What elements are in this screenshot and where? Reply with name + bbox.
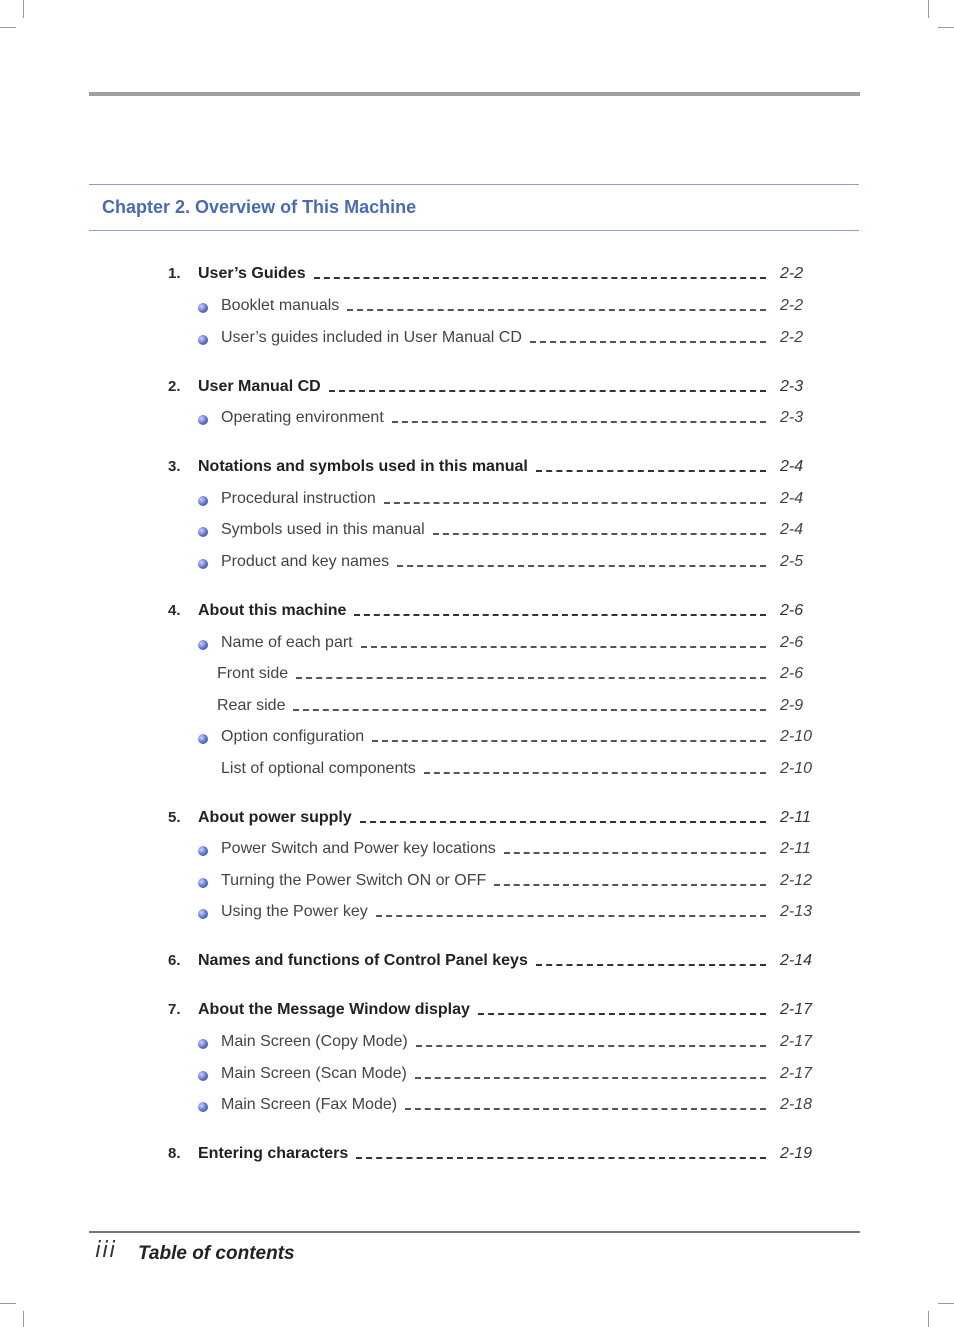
bullet-icon — [198, 1071, 208, 1081]
toc-entry-label: Operating environment — [221, 409, 390, 427]
footer-rule — [89, 1231, 860, 1233]
toc-entry-page: 2-3 — [780, 409, 804, 426]
toc-entry-page: 2-11 — [780, 809, 811, 826]
toc-entry-page: 2-17 — [780, 1033, 813, 1050]
crop-mark — [938, 1303, 954, 1304]
toc-entry[interactable] — [0, 297, 954, 319]
toc-entry-page: 2-9 — [780, 697, 804, 714]
dot-leader — [361, 646, 766, 648]
toc-entry-page: 2-14 — [780, 952, 813, 969]
toc-entry[interactable] — [0, 903, 954, 925]
crop-mark — [0, 27, 16, 28]
toc-entry-page: 2-19 — [780, 1145, 813, 1162]
crop-mark — [928, 1311, 929, 1327]
toc-entry[interactable] — [0, 329, 954, 351]
toc-entry-label: Booklet manuals — [221, 297, 345, 315]
toc-entry-label: Using the Power key — [221, 903, 374, 921]
toc-entry-label: Turning the Power Switch ON or OFF — [221, 872, 492, 890]
toc-entry-number: 7. — [168, 1001, 181, 1018]
toc-entry-label: Notations and symbols used in this manual — [198, 458, 534, 476]
bullet-icon — [198, 527, 208, 537]
toc-entry-label: Option configuration — [221, 728, 370, 746]
dot-leader — [392, 421, 766, 423]
toc-entry[interactable] — [0, 760, 954, 782]
toc-entry-label: About the Message Window display — [198, 1001, 476, 1019]
toc-entry-number: 6. — [168, 952, 181, 969]
dot-leader — [296, 677, 766, 679]
toc-entry-number: 5. — [168, 809, 181, 826]
toc-entry[interactable] — [0, 1096, 954, 1118]
toc-entry[interactable] — [0, 409, 954, 431]
dot-leader — [314, 277, 766, 279]
bullet-icon — [198, 846, 208, 856]
bullet-icon — [198, 303, 208, 313]
dot-leader — [504, 852, 766, 854]
bullet-icon — [198, 415, 208, 425]
crop-mark — [23, 0, 24, 18]
toc-entry-page: 2-6 — [780, 634, 804, 651]
toc-entry-label: Procedural instruction — [221, 490, 382, 508]
dot-leader — [376, 915, 766, 917]
toc-entry[interactable] — [0, 458, 954, 480]
footer-section-title: Table of contents — [138, 1243, 295, 1264]
toc-entry-page: 2-13 — [780, 903, 813, 920]
toc-entry-label: Main Screen (Fax Mode) — [221, 1096, 403, 1114]
toc-entry[interactable] — [0, 602, 954, 624]
toc-entry-page: 2-10 — [780, 728, 813, 745]
bullet-icon — [198, 559, 208, 569]
toc-entry-label: Product and key names — [221, 553, 395, 571]
toc-entry-number: 3. — [168, 458, 181, 475]
dot-leader — [536, 470, 766, 472]
dot-leader — [360, 821, 766, 823]
toc-entry-label: About power supply — [198, 809, 358, 827]
toc-entry-page: 2-2 — [780, 265, 804, 282]
dot-leader — [416, 1045, 766, 1047]
toc-entry-page: 2-4 — [780, 458, 804, 475]
toc-entry-label: Front side — [217, 665, 294, 683]
bullet-icon — [198, 496, 208, 506]
dot-leader — [293, 709, 766, 711]
toc-entry[interactable] — [0, 634, 954, 656]
dot-leader — [536, 964, 766, 966]
toc-entry[interactable] — [0, 1001, 954, 1023]
dot-leader — [433, 533, 766, 535]
toc-entry[interactable] — [0, 872, 954, 894]
toc-entry-label: Main Screen (Scan Mode) — [221, 1065, 413, 1083]
toc-entry-page: 2-17 — [780, 1001, 813, 1018]
toc-entry-label: Name of each part — [221, 634, 359, 652]
crop-mark — [938, 27, 954, 28]
toc-entry[interactable] — [0, 728, 954, 750]
toc-entry[interactable] — [0, 665, 954, 687]
toc-entry-number: 4. — [168, 602, 181, 619]
toc-entry-label: Entering characters — [198, 1145, 354, 1163]
dot-leader — [397, 565, 766, 567]
toc-entry-page: 2-11 — [780, 840, 811, 857]
toc-entry-label: Power Switch and Power key locations — [221, 840, 502, 858]
toc-entry-label: List of optional components — [221, 760, 422, 778]
toc-entry[interactable] — [0, 952, 954, 974]
dot-leader — [356, 1157, 766, 1159]
dot-leader — [405, 1108, 766, 1110]
toc-entry-page: 2-4 — [780, 490, 804, 507]
dot-leader — [530, 341, 766, 343]
dot-leader — [372, 740, 766, 742]
crop-mark — [23, 1311, 24, 1327]
toc-entry-page: 2-6 — [780, 665, 804, 682]
toc-entry-page: 2-4 — [780, 521, 804, 538]
toc-entry[interactable] — [0, 1145, 954, 1167]
toc-entry-label: Rear side — [217, 697, 291, 715]
toc-entry[interactable] — [0, 490, 954, 512]
dot-leader — [424, 772, 766, 774]
crop-mark — [0, 1303, 16, 1304]
dot-leader — [347, 309, 766, 311]
dot-leader — [494, 884, 766, 886]
toc-entry[interactable] — [0, 521, 954, 543]
dot-leader — [415, 1077, 766, 1079]
toc-entry[interactable] — [0, 697, 954, 719]
toc-entry[interactable] — [0, 553, 954, 575]
toc-entry[interactable] — [0, 840, 954, 862]
toc-entry-label: User’s Guides — [198, 265, 312, 283]
toc-entry-number: 8. — [168, 1145, 181, 1162]
bullet-icon — [198, 909, 208, 919]
toc-entry-number: 2. — [168, 378, 181, 395]
toc-entry-label: Main Screen (Copy Mode) — [221, 1033, 414, 1051]
toc-entry-page: 2-2 — [780, 297, 804, 314]
toc-entry-page: 2-18 — [780, 1096, 813, 1113]
toc-entry-number: 1. — [168, 265, 181, 282]
dot-leader — [354, 614, 766, 616]
toc-entry-label: About this machine — [198, 602, 352, 620]
bullet-icon — [198, 734, 208, 744]
toc-entry-label: User Manual CD — [198, 378, 327, 396]
bullet-icon — [198, 878, 208, 888]
dot-leader — [329, 390, 766, 392]
toc-entry-page: 2-5 — [780, 553, 804, 570]
bullet-icon — [198, 1039, 208, 1049]
crop-mark — [928, 0, 929, 18]
bullet-icon — [198, 640, 208, 650]
header-rule — [89, 92, 860, 96]
toc-entry-page: 2-6 — [780, 602, 804, 619]
toc-entry-label: Symbols used in this manual — [221, 521, 431, 539]
chapter-heading-box — [89, 184, 859, 231]
dot-leader — [384, 502, 766, 504]
toc-entry[interactable] — [0, 1033, 954, 1055]
dot-leader — [478, 1013, 766, 1015]
toc-entry-page: 2-2 — [780, 329, 804, 346]
footer-page-number: iii — [95, 1238, 117, 1263]
toc-entry-page: 2-17 — [780, 1065, 813, 1082]
toc-entry-page: 2-3 — [780, 378, 804, 395]
toc-entry-page: 2-10 — [780, 760, 813, 777]
toc-entry[interactable] — [0, 265, 954, 287]
bullet-icon — [198, 1102, 208, 1112]
toc-entry[interactable] — [0, 1065, 954, 1087]
toc-entry-label: Names and functions of Control Panel keys — [198, 952, 534, 970]
bullet-icon — [198, 335, 208, 345]
chapter-title: Chapter 2. Overview of This Machine — [102, 197, 417, 217]
toc-entry[interactable] — [0, 809, 954, 831]
toc-entry[interactable] — [0, 378, 954, 400]
toc-entry-label: User’s guides included in User Manual CD — [221, 329, 528, 347]
toc-entry-page: 2-12 — [780, 872, 813, 889]
